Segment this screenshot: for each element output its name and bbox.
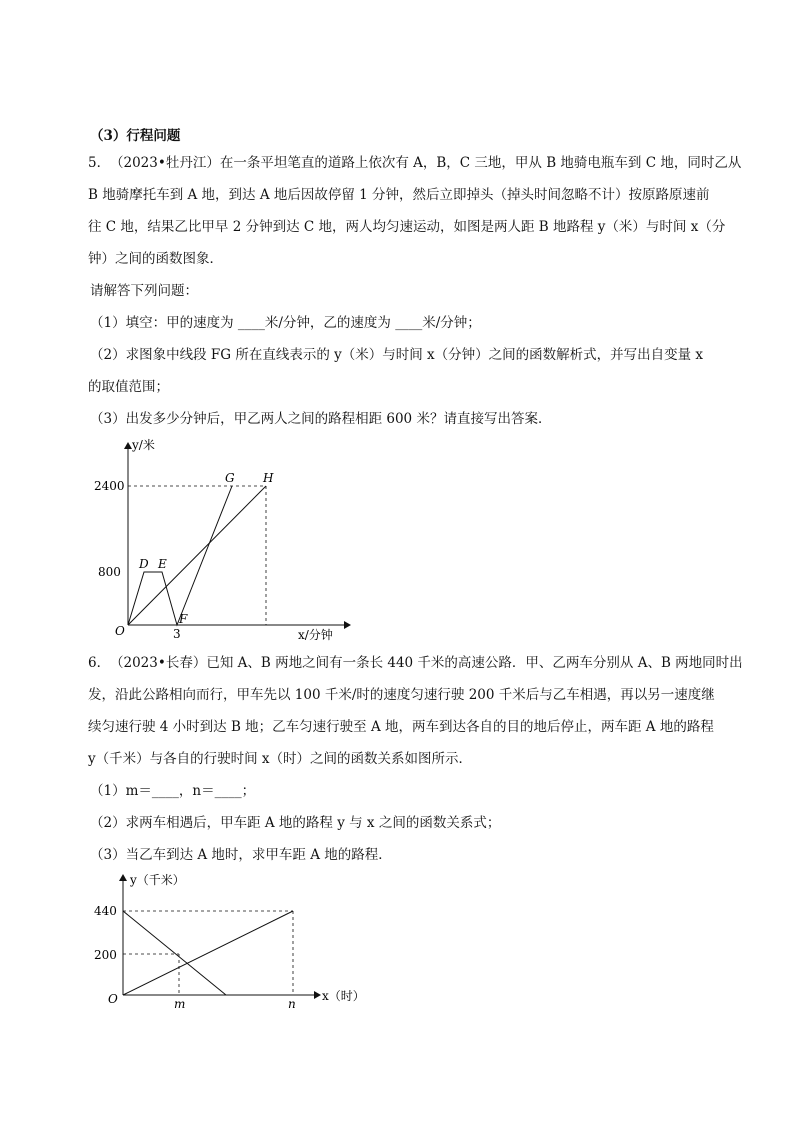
- problem-5-q3: （3）出发多少分钟后，甲乙两人之间的路程相距 600 米？请直接写出答案．: [90, 411, 552, 427]
- y-tick-800: 800: [98, 565, 121, 579]
- origin-label: O: [115, 624, 125, 638]
- problem-6-graph: [88, 870, 388, 1010]
- section-title: （3）行程问题: [90, 128, 181, 144]
- x-axis-label: x（时）: [322, 989, 365, 1003]
- problem-5-q2: （2）求图象中线段 FG 所在直线表示的 y（米）与时间 x（分钟）之间的函数解析式，并写出自变量 x: [90, 347, 704, 363]
- line-yi: [123, 911, 226, 995]
- point-e-label: E: [158, 557, 167, 571]
- problem-5-q1: （1）填空：甲的速度为 ____米/分钟，乙的速度为 ____米/分钟；: [90, 315, 481, 331]
- point-g-label: G: [225, 471, 235, 485]
- problem-5-q2-cont: 的取值范围；: [88, 379, 169, 395]
- problem-5-line-1: 5．（2023•牡丹江）在一条平坦笔直的道路上依次有 A，B，C 三地，甲从 B 地骑电瓶车到 C 地，同时乙从: [88, 155, 742, 171]
- point-h-label: H: [263, 471, 274, 485]
- y-axis-label: y（千米）: [130, 873, 185, 887]
- origin-label: O: [108, 992, 118, 1006]
- problem-5-line-2: B 地骑摩托车到 A 地，到达 A 地后因故停留 1 分钟，然后立即掉头（掉头时间忽略不计）按原路原速前: [88, 187, 710, 203]
- line-jia: [123, 911, 293, 995]
- problem-6-line-2: 发，沿此公路相向而行，甲车先以 100 千米/时的速度匀速行驶 200 千米后与乙车相遇，再以另一速度继: [88, 687, 715, 703]
- problem-6-line-4: y（千米）与各自的行驶时间 x（时）之间的函数关系如图所示．: [88, 751, 473, 767]
- point-f-label: F: [179, 612, 188, 626]
- problem-6-q3: （3）当乙车到达 A 地时，求甲车距 A 地的路程．: [90, 847, 392, 863]
- line-yi-ODEFG: [128, 486, 232, 625]
- problem-number: 5．: [88, 155, 111, 171]
- problem-5-graph: [94, 435, 360, 645]
- problem-6-line-1: 6．（2023•长春）已知 A、B 两地之间有一条长 440 千米的高速公路．甲、乙两车分别从 A、B 两地同时出: [88, 655, 743, 671]
- x-axis-label: x/分钟: [298, 628, 333, 642]
- problem-6-q1: （1）m＝____，n＝____；: [90, 783, 256, 799]
- problem-6-line-3: 续匀速行驶 4 小时到达 B 地；乙车匀速行驶至 A 地，两车到达各自的目的地后停止，两车距 A 地的路程: [88, 719, 714, 735]
- line-jia-OH: [128, 486, 266, 625]
- x-tick-m: m: [174, 997, 186, 1011]
- problem-5-prompt: 请解答下列问题：: [90, 283, 198, 299]
- y-axis-label: y/米: [132, 438, 155, 452]
- x-tick-3: 3: [173, 627, 181, 641]
- y-tick-200: 200: [94, 948, 117, 962]
- point-d-label: D: [139, 557, 149, 571]
- problem-5-line-3: 往 C 地，结果乙比甲早 2 分钟到达 C 地，两人均匀速运动，如图是两人距 B 地路程 y（米）与时间 x（分: [88, 219, 726, 235]
- y-tick-2400: 2400: [94, 479, 125, 493]
- x-tick-n: n: [288, 997, 296, 1011]
- y-tick-440: 440: [94, 904, 117, 918]
- problem-5-line-4: 钟）之间的函数图象．: [88, 251, 223, 267]
- problem-number: 6．: [88, 655, 111, 671]
- problem-6-q2: （2）求两车相遇后，甲车距 A 地的路程 y 与 x 之间的函数关系式；: [90, 815, 501, 831]
